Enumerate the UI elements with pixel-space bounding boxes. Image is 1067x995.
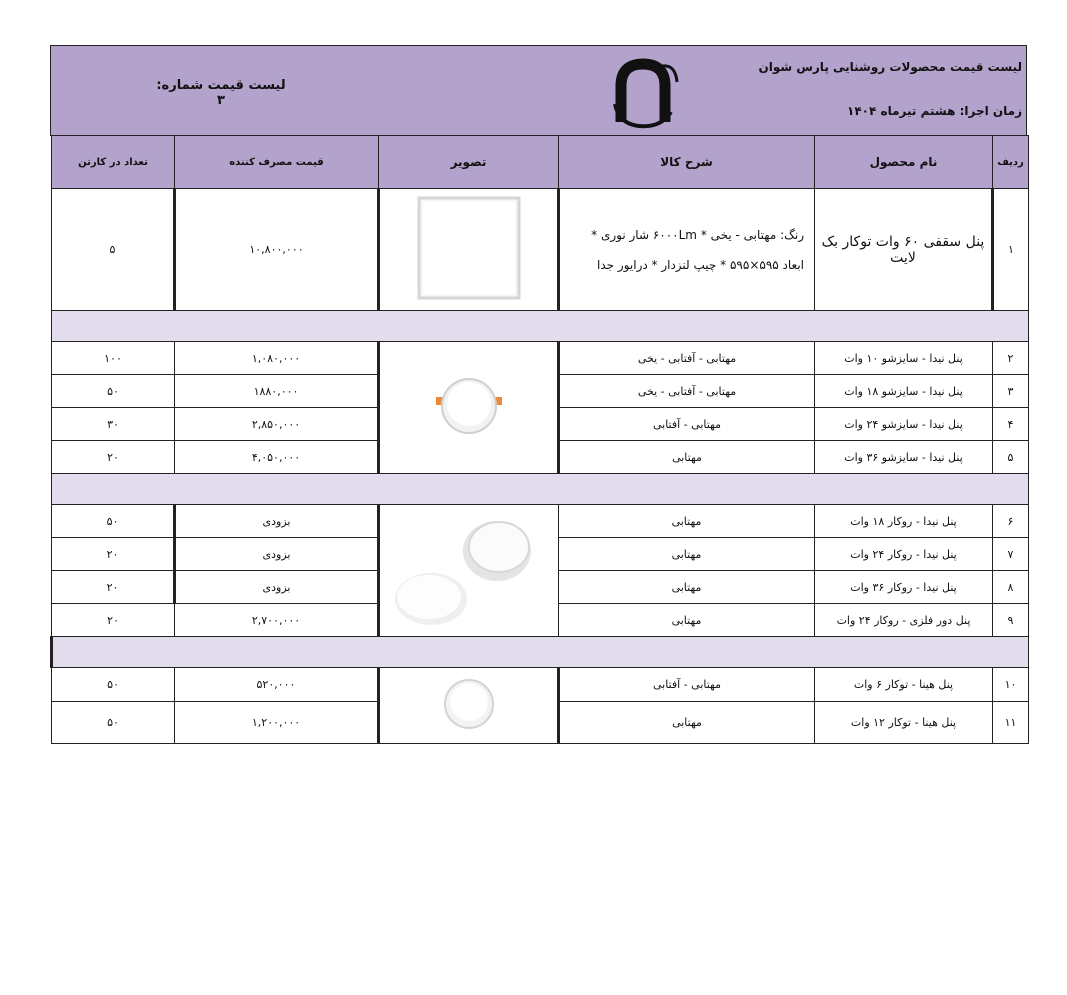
col-row-no: ردیف: [993, 136, 1029, 189]
carton-cell: ۲۰: [52, 571, 175, 604]
carton-cell: ۵: [52, 189, 175, 311]
price-cell: ۱,۲۰۰,۰۰۰: [175, 702, 379, 744]
column-header-row: [52, 136, 1029, 189]
description-cell: مهتابی: [559, 571, 815, 604]
price-cell: ۱۸۸۰,۰۰۰: [175, 375, 379, 408]
row-number-cell: ۳: [993, 375, 1029, 408]
description-line: ابعاد ۵۹۵×۵۹۵ * چیپ لنزدار * درایور جدا: [597, 257, 804, 272]
table-row: [52, 505, 1029, 538]
col-carton-count: تعداد در کارتن: [52, 136, 175, 189]
product-name-cell: پنل نیدا - روکار ۳۶ وات: [815, 571, 993, 604]
header-band: [50, 45, 1027, 136]
group-separator: [52, 474, 1029, 505]
price-cell: بزودی: [175, 571, 379, 604]
description-cell: [559, 189, 815, 311]
row-number-cell: ۹: [993, 604, 1029, 637]
row-number-cell: ۱۱: [993, 702, 1029, 744]
carton-cell: ۱۰۰: [52, 342, 175, 375]
price-list-sheet: [50, 45, 1027, 740]
product-image: [379, 505, 559, 637]
table-row: [52, 342, 1029, 375]
description-cell: مهتابی: [559, 505, 815, 538]
product-name-cell: پنل نیدا - سایزشو ۲۴ وات: [815, 408, 993, 441]
group-separator: [52, 311, 1029, 342]
col-description: شرح کالا: [559, 136, 815, 189]
product-name-cell: پنل دور فلزی - روکار ۲۴ وات: [815, 604, 993, 637]
product-name-cell: پنل نیدا - سایزشو ۱۰ وات: [815, 342, 993, 375]
carton-cell: ۲۰: [52, 441, 175, 474]
product-name-cell: پنل نیدا - سایزشو ۳۶ وات: [815, 441, 993, 474]
carton-cell: ۵۰: [52, 505, 175, 538]
row-number-cell: ۱: [993, 189, 1029, 311]
product-image: [379, 189, 559, 311]
carton-cell: ۲۰: [52, 604, 175, 637]
price-cell: ۲,۸۵۰,۰۰۰: [175, 408, 379, 441]
row-number-cell: ۱۰: [993, 668, 1029, 702]
description-cell: مهتابی - آفتابی: [559, 668, 815, 702]
description-cell: مهتابی: [559, 702, 815, 744]
row-number-cell: ۶: [993, 505, 1029, 538]
product-name-cell: پنل هینا - توکار ۶ وات: [815, 668, 993, 702]
carton-cell: ۲۰: [52, 538, 175, 571]
description-cell: مهتابی: [559, 604, 815, 637]
price-cell: بزودی: [175, 538, 379, 571]
description-cell: مهتابی: [559, 441, 815, 474]
price-cell: ۴,۰۵۰,۰۰۰: [175, 441, 379, 474]
carton-cell: ۵۰: [52, 702, 175, 744]
table-row: [52, 668, 1029, 702]
description-cell: مهتابی - آفتابی: [559, 408, 815, 441]
group-separator: [52, 637, 1029, 668]
product-name-cell: پنل نیدا - سایزشو ۱۸ وات: [815, 375, 993, 408]
price-cell: ۵۲۰,۰۰۰: [175, 668, 379, 702]
col-product-name: نام محصول: [815, 136, 993, 189]
description-line: رنگ: مهتابی - یخی * ۶۰۰۰Lm شار نوری *: [591, 227, 804, 242]
product-image: [379, 668, 559, 744]
price-cell: ۱۰,۸۰۰,۰۰۰: [175, 189, 379, 311]
company-title: لیست قیمت محصولات روشنایی پارس شوان: [758, 60, 1022, 74]
description-cell: مهتابی: [559, 538, 815, 571]
price-cell: بزودی: [175, 505, 379, 538]
price-cell: ۲,۷۰۰,۰۰۰: [175, 604, 379, 637]
carton-cell: ۳۰: [52, 408, 175, 441]
row-number-cell: ۴: [993, 408, 1029, 441]
price-list-number: لیست قیمت شماره: ۳: [156, 78, 286, 108]
description-cell: مهتابی - آفتابی - یخی: [559, 342, 815, 375]
carton-cell: ۵۰: [52, 668, 175, 702]
row-number-cell: ۸: [993, 571, 1029, 604]
product-image: [379, 342, 559, 474]
product-name-cell: پنل نیدا - روکار ۲۴ وات: [815, 538, 993, 571]
product-name-cell: پنل سقفی ۶۰ وات توکار بک لایت: [815, 189, 993, 311]
row-number-cell: ۵: [993, 441, 1029, 474]
product-name-cell: پنل نیدا - روکار ۱۸ وات: [815, 505, 993, 538]
col-image: تصویر: [379, 136, 559, 189]
company-logo: [611, 52, 683, 132]
col-consumer-price: قیمت مصرف کننده: [175, 136, 379, 189]
row-number-cell: ۲: [993, 342, 1029, 375]
carton-cell: ۵۰: [52, 375, 175, 408]
product-name-cell: پنل هینا - توکار ۱۲ وات: [815, 702, 993, 744]
row-number-cell: ۷: [993, 538, 1029, 571]
effective-date: زمان اجرا: هشتم تیرماه ۱۴۰۴: [847, 104, 1022, 118]
table-row: [52, 189, 1029, 311]
price-table: [50, 135, 1029, 744]
price-cell: ۱,۰۸۰,۰۰۰: [175, 342, 379, 375]
description-cell: مهتابی - آفتابی - یخی: [559, 375, 815, 408]
